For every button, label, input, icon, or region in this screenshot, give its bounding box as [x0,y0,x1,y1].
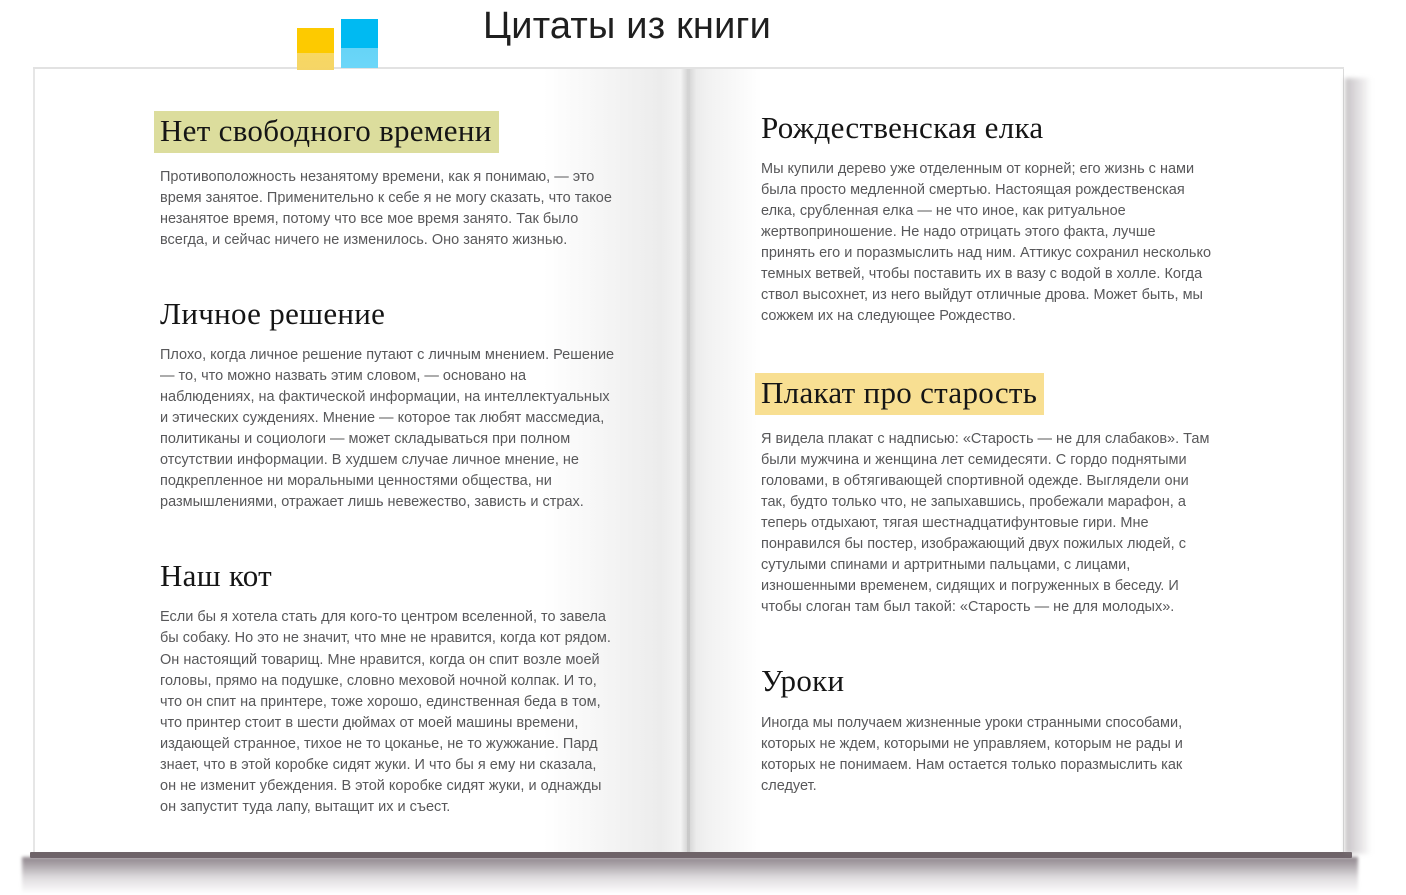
quote-section [761,111,1343,327]
section-body: Если бы я хотела стать для кого-то центром вселенной, то завела бы собаку. Но это не значит, что мне не нравится, когда кот рядом. Он настоящий товарищ. Мне нравится, когда он спит возле моей головы, прямо на подушке, словно меховой ночной колпак. И то, что он спит на принтере, тоже хорошо, единственная беда в том, что принтер стоит в шести дюймах от моей машины времени, издающей странное, тихое не то цоканье, не то жужжание. Пард знает, что в этой коробке сидят жуки. И что бы я ему ни сказала, он не изменит убеждения. В этой коробке сидят жуки, и однажды он запустит туда лапу, вытащит их и съест. [160,609,611,815]
section-body: Противоположность незанятому времени, как я понимаю, — это время занятое. Применительно к себе я не могу сказать, что такое незанятое время, потому что все мое время занято. Так было всегда, и сейчас ничего не изменилось. Оно занято жизнью. [160,169,612,249]
logo-yellow-square-icon [297,28,334,70]
page-title: Цитаты из книги [483,5,772,47]
section-body: Плохо, когда личное решение путают с личным мнением. Решение — то, что можно назвать этим словом, — основано на наблюдениях, на фактической информации, на интеллектуальных и этических суждениях. Мнение — которое так любят массмедиа, политиканы и социологи — может складываться при полном отсутствии информации. В худшем случае личное мнение, не подкрепленное ни моральными ценностями общества, ни размышлениями, отражает лишь невежество, зависть и страх. [160,347,615,511]
quote-section [761,664,1343,796]
quote-section [761,373,1343,618]
section-body: Иногда мы получаем жизненные уроки странными способами, которых не ждем, которыми не управляем, которым не рады и которых не понимаем. Нам остается только поразмыслить как следует. [761,714,1183,794]
quote-section [160,297,687,513]
section-body: Я видела плакат с надписью: «Старость — не для слабаков». Там были мужчина и женщина лет семидесяти. С гордо поднятыми головами, в обтягивающей спортивной одежде. Выглядели они так, будто только что, не запыхавшись, пробежали марафон, а теперь отдыхают, тягая шестнадцатифунтовые гири. Мне понравился бы постер, изображающий двух пожилых людей, с сутулыми спинами и артритными пальцами, с лицами, изношенными временем, сидящих и погруженных в беседу. И чтобы слоган там был такой: «Старость — не для молодых». [761,431,1210,616]
section-body: Мы купили дерево уже отделенным от корней; его жизнь с нами была просто медленной смертью. Настоящая рождественская елка, срубленная елка — не что иное, как ритуальное жертвоприношение. Не надо отрицать этого факта, лучше принять его и поразмыслить над ним. Аттикус сохранил несколько темных ветвей, чтобы поставить их в вазу с водой в холле. Когда ствол высохнет, из него выйдут отличные дрова. Может быть, мы сожжем их на следующее Рождество. [761,161,1212,325]
logo-blue-square-icon [341,19,378,68]
section-heading: Рождественская елка [761,110,1044,145]
section-heading: Личное решение [160,296,386,332]
section-heading [160,111,687,153]
section-heading [761,373,1343,415]
section-heading: Наш кот [160,558,272,594]
left-page [33,69,687,853]
quote-section [160,111,687,251]
open-book [33,67,1344,853]
section-heading-highlight: Нет свободного времени [154,111,499,153]
book-bottom-shadow [22,857,1358,894]
quote-section [160,559,687,817]
section-heading-highlight: Плакат про старость [755,373,1044,415]
section-heading: Уроки [761,663,845,699]
book-right-shadow [1345,78,1372,854]
right-page [690,69,1344,853]
